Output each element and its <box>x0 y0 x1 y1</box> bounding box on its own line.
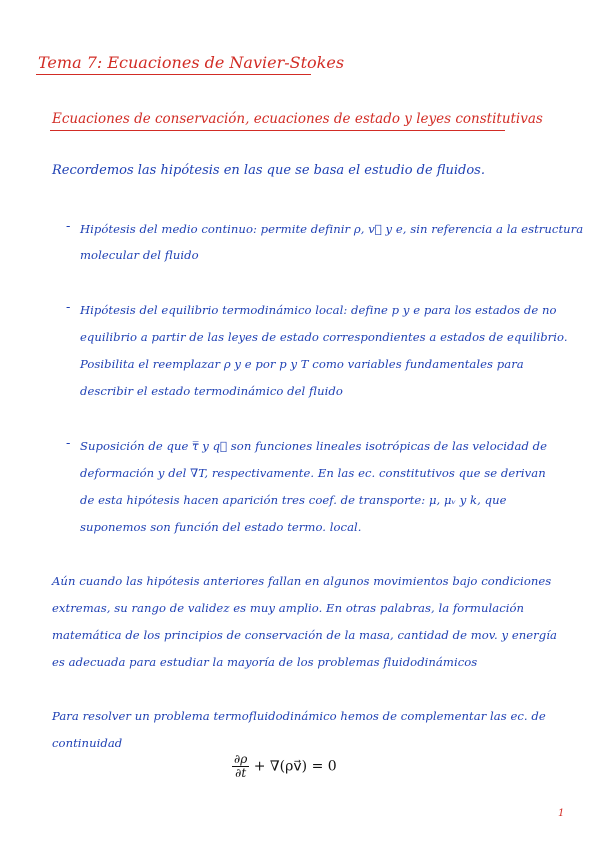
bullet-1-line-1: Hipótesis del medio continuo: permite definir ρ, v⃗ y e, sin referencia a la estructura <box>80 222 584 236</box>
continuity-equation <box>232 753 337 780</box>
paragraph-3-line-1: Para resolver un problema termofluidodinámico hemos de complementar las ec. de <box>52 709 546 723</box>
paragraph-2-line-2: extremas, su rango de validez es muy amplio. En otras palabras, la formulación <box>52 601 525 615</box>
section-subtitle: Ecuaciones de conservación, ecuaciones de estado y leyes constitutivas <box>52 111 543 127</box>
subtitle-underline <box>50 130 505 131</box>
bullet-dash: - <box>66 219 71 234</box>
paragraph-2-line-1: Aún cuando las hipótesis anteriores fallan en algunos movimientos bajo condiciones <box>52 574 552 588</box>
page-title: Tema 7: Ecuaciones de Navier-Stokes <box>38 53 345 72</box>
intro-text: Recordemos las hipótesis en las que se basa el estudio de fluidos. <box>52 163 485 178</box>
bullet-3-line-4: suponemos son función del estado termo. local. <box>80 520 362 534</box>
bullet-2-line-1: Hipótesis del equilibrio termodinámico local: define p y e para los estados de no <box>80 303 557 317</box>
bullet-2-line-2: equilibrio a partir de las leyes de estado correspondientes a estados de equilibrio. <box>80 330 568 344</box>
page-number: 1 <box>558 808 565 819</box>
paragraph-3-line-2: continuidad <box>52 736 123 750</box>
bullet-2-line-3: Posibilita el reemplazar ρ y e por p y T como variables fundamentales para <box>80 357 524 371</box>
bullet-dash: - <box>66 300 71 315</box>
equation-numerator: ∂ρ <box>234 752 248 766</box>
equation-fraction <box>232 753 249 780</box>
paragraph-2-line-4: es adecuada para estudiar la mayoría de los problemas fluidodinámicos <box>52 655 478 669</box>
paragraph-2-line-3: matemática de los principios de conservación de la masa, cantidad de mov. y energía <box>52 628 557 642</box>
equation-denominator: ∂t <box>235 766 247 780</box>
bullet-dash: - <box>66 436 71 451</box>
bullet-3-line-3: de esta hipótesis hacen aparición tres coef. de transporte: μ, μᵥ y k, que <box>80 493 507 507</box>
bullet-3-line-2: deformación y del ∇T, respectivamente. En las ec. constitutivos que se derivan <box>80 466 546 480</box>
equation-rest: + ∇(ρv⃗) = 0 <box>253 758 337 775</box>
bullet-2-line-4: describir el estado termodinámico del fluido <box>80 384 343 398</box>
bullet-1-line-2: molecular del fluido <box>80 248 199 262</box>
title-underline <box>36 74 311 75</box>
bullet-3-line-1: Suposición de que τ̿ y q⃗ son funciones lineales isotrópicas de las velocidad de <box>80 439 548 453</box>
